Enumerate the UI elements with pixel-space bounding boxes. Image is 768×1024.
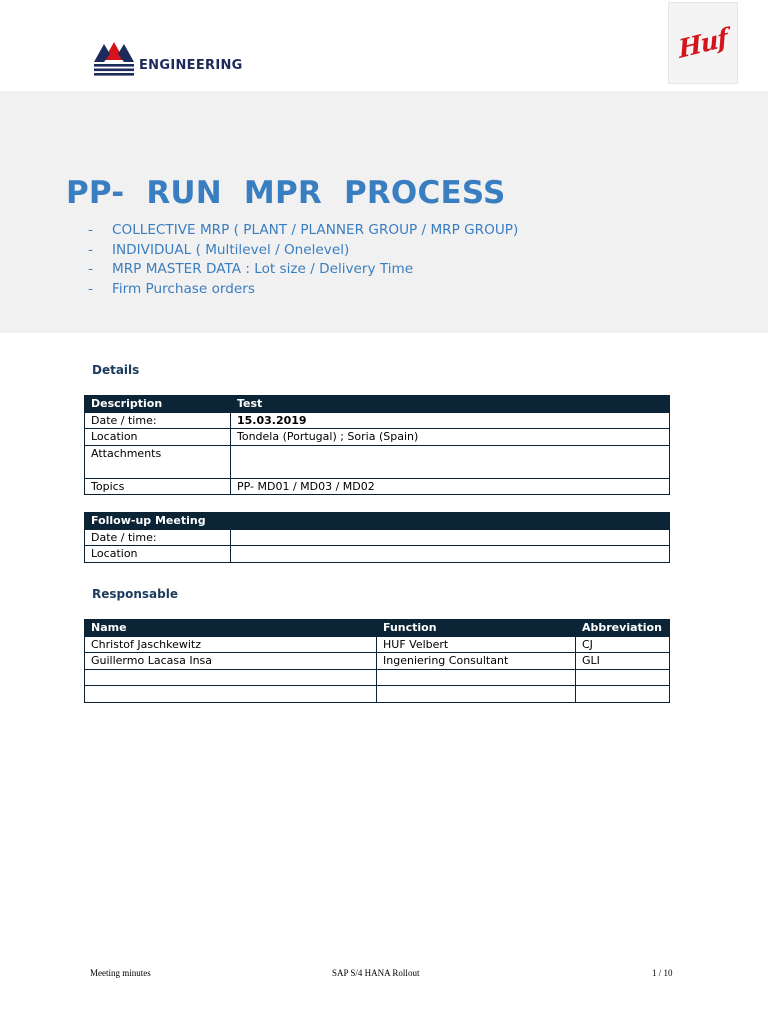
engineering-logo-text: ENGINEERING: [139, 58, 243, 73]
details-heading: Details: [92, 363, 140, 377]
followup-location-value: [231, 546, 670, 563]
table-header-row: [85, 620, 670, 637]
bullet-text: Firm Purchase orders: [112, 280, 255, 297]
table-row: [85, 653, 670, 670]
table-header-cell: Description: [85, 396, 231, 413]
table-header-cell: Name: [85, 620, 377, 637]
page-title: PP- RUN MPR PROCESS: [66, 175, 506, 211]
bullet-item: [88, 221, 518, 241]
row-label: Location: [85, 429, 231, 446]
person-function: HUF Velbert: [377, 636, 576, 653]
title-banner: [0, 91, 768, 333]
person-abbreviation: GLI: [576, 653, 670, 670]
table-row: [85, 669, 670, 686]
table-row: [85, 529, 670, 546]
followup-table: [84, 512, 670, 563]
details-table: [84, 395, 670, 495]
location-value: Tondela (Portugal) ; Soria (Spain): [231, 429, 670, 446]
table-header-cell: Follow-up Meeting: [85, 513, 670, 530]
bullet-item: [88, 241, 518, 261]
huf-logo-icon: Huf: [677, 22, 729, 64]
row-label: Date / time:: [85, 529, 231, 546]
attachments-value: [231, 445, 670, 478]
bullet-dash: -: [88, 241, 93, 258]
bullet-dash: -: [88, 261, 93, 278]
responsable-heading: Responsable: [92, 587, 178, 601]
row-label: Topics: [85, 478, 231, 495]
footer-left: Meeting minutes: [90, 968, 151, 978]
person-name: [85, 686, 377, 703]
person-function: [377, 686, 576, 703]
bullet-dash: -: [88, 222, 93, 238]
table-row: [85, 546, 670, 563]
table-row: [85, 478, 670, 495]
person-name: Christof Jaschkewitz: [85, 636, 377, 653]
bullet-text: INDIVIDUAL ( Multilevel / Onelevel): [112, 241, 350, 258]
person-abbreviation: [576, 669, 670, 686]
bullet-item: [88, 280, 518, 300]
topics-value: PP- MD01 / MD03 / MD02: [231, 478, 670, 495]
responsable-table: [84, 619, 670, 703]
table-header-cell: Function: [377, 620, 576, 637]
bullet-text: COLLECTIVE MRP ( PLANT / PLANNER GROUP / MRP GROUP): [112, 222, 519, 238]
engineering-logo: [92, 40, 243, 76]
bullet-text: MRP MASTER DATA : Lot size / Delivery Time: [112, 261, 414, 278]
engineering-logo-icon: [92, 40, 136, 76]
table-header-row: [85, 396, 670, 413]
row-label: Date / time:: [85, 412, 231, 429]
table-header-row: [85, 513, 670, 530]
topic-bullet-list: [88, 221, 518, 299]
person-abbreviation: [576, 686, 670, 703]
date-value: 15.03.2019: [231, 412, 670, 429]
followup-date-value: [231, 529, 670, 546]
table-row: [85, 686, 670, 703]
person-function: Ingeniering Consultant: [377, 653, 576, 670]
bullet-dash: -: [88, 280, 93, 297]
person-abbreviation: CJ: [576, 636, 670, 653]
table-row: [85, 636, 670, 653]
table-row: [85, 412, 670, 429]
table-header-cell: Abbreviation: [576, 620, 670, 637]
person-name: Guillermo Lacasa Insa: [85, 653, 377, 670]
bullet-item: [88, 260, 518, 280]
row-label: Attachments: [85, 445, 231, 478]
page-number: 1 / 10: [652, 968, 673, 978]
huf-logo: [668, 2, 738, 84]
table-header-cell: Test: [231, 396, 670, 413]
person-function: [377, 669, 576, 686]
person-name: [85, 669, 377, 686]
footer-center: SAP S/4 HANA Rollout: [332, 968, 420, 978]
row-label: Location: [85, 546, 231, 563]
table-row: [85, 445, 670, 478]
table-row: [85, 429, 670, 446]
